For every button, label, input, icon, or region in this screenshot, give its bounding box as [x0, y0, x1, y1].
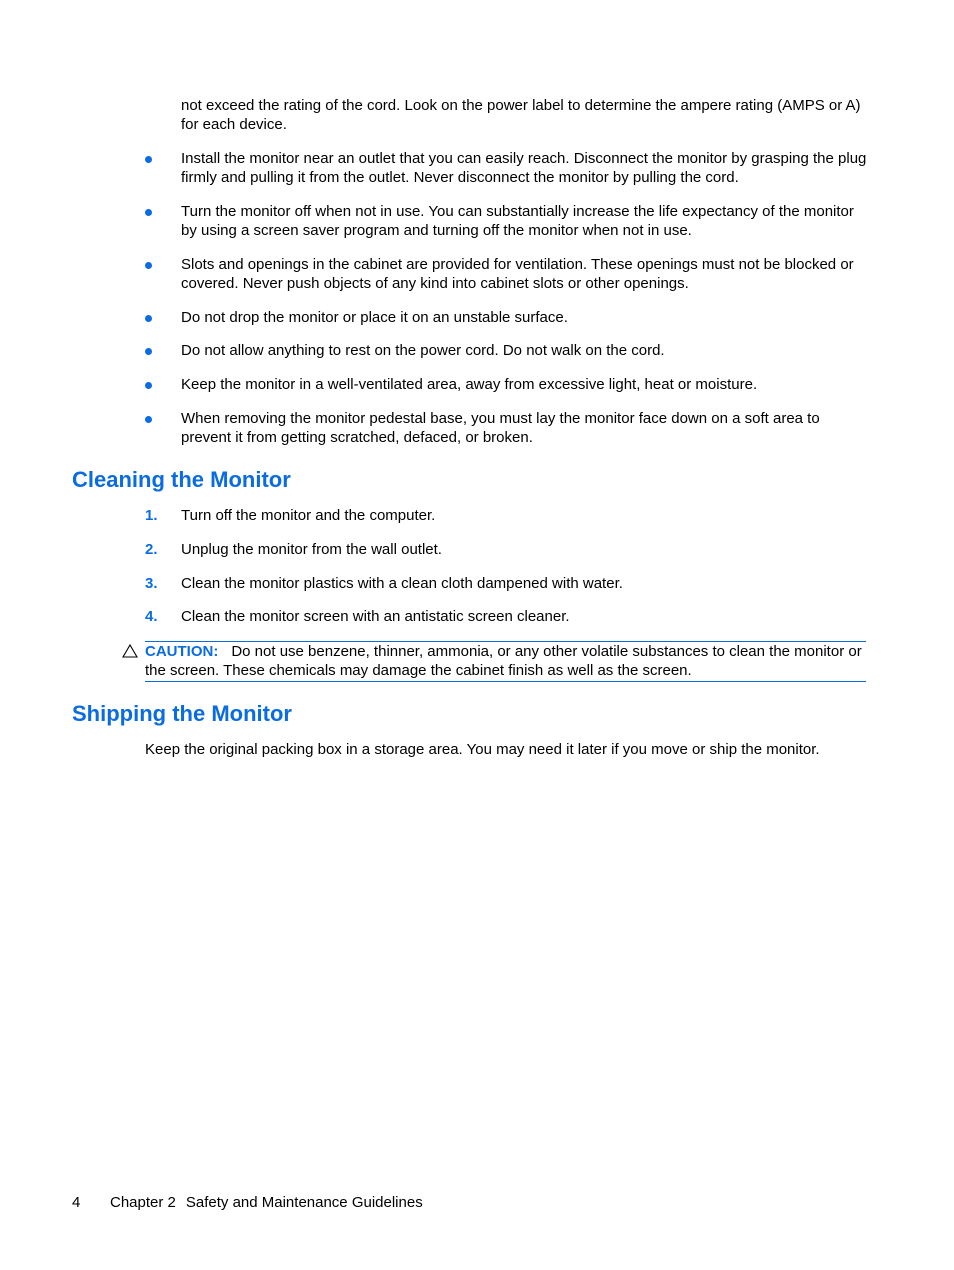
bullet-text: Slots and openings in the cabinet are provided for ventilation. These openings must not be blocked or covered. Never push objects of any kind into cabinet slots or other openings. — [181, 256, 854, 292]
bullet-text: Do not allow anything to rest on the power cord. Do not walk on the cord. — [181, 342, 665, 359]
bullet-dot — [145, 262, 152, 269]
page-number: 4 — [72, 1194, 81, 1211]
bullet-dot — [145, 416, 152, 423]
warning-triangle-icon — [122, 644, 138, 658]
footer-title: Safety and Maintenance Guidelines — [185, 1194, 423, 1211]
bullet-text: Do not drop the monitor or place it on an unstable surface. — [181, 309, 568, 326]
step-text: Clean the monitor plastics with a clean cloth dampened with water. — [181, 575, 623, 592]
step-number: 1. — [145, 507, 158, 524]
page-footer — [72, 1193, 423, 1212]
step-number: 3. — [145, 575, 158, 592]
continuation-text: not exceed the rating of the cord. Look on the power label to determine the ampere rating (AMPS or A) for each device. — [181, 97, 861, 133]
bullet-text: Keep the monitor in a well-ventilated area, away from excessive light, heat or moisture. — [181, 376, 758, 393]
footer-chapter: Chapter 2 — [110, 1194, 176, 1211]
step-number: 2. — [145, 541, 158, 558]
section-heading-shipping: Shipping the Monitor — [72, 701, 292, 726]
step-number: 4. — [145, 608, 158, 625]
section-heading-cleaning: Cleaning the Monitor — [72, 467, 291, 492]
bullet-text: Install the monitor near an outlet that you can easily reach. Disconnect the monitor by grasping the plug firmly and pulling it from the outlet. Never disconnect the monitor by pulling the cord. — [181, 150, 867, 186]
step-text: Unplug the monitor from the wall outlet. — [181, 541, 442, 558]
step-text: Turn off the monitor and the computer. — [181, 507, 436, 524]
caution-box — [145, 641, 866, 682]
caution-label: CAUTION: — [145, 643, 219, 660]
bullet-dot — [145, 382, 152, 389]
caution-text: Do not use benzene, thinner, ammonia, or any other volatile substances to clean the monitor or the screen. These chemicals may damage the cabinet finish as well as the screen. — [145, 643, 862, 679]
bullet-text: Turn the monitor off when not in use. You can substantially increase the life expectancy of the monitor by using a screen saver program and turning off the monitor when not in use. — [181, 203, 854, 239]
bullet-dot — [145, 348, 152, 355]
bullet-dot — [145, 315, 152, 322]
shipping-text: Keep the original packing box in a storage area. You may need it later if you move or ship the monitor. — [145, 741, 820, 758]
bullet-dot — [145, 156, 152, 163]
step-text: Clean the monitor screen with an antistatic screen cleaner. — [181, 608, 570, 625]
bullet-dot — [145, 209, 152, 216]
bullet-text: When removing the monitor pedestal base, you must lay the monitor face down on a soft area to prevent it from getting scratched, defaced, or broken. — [181, 410, 820, 446]
